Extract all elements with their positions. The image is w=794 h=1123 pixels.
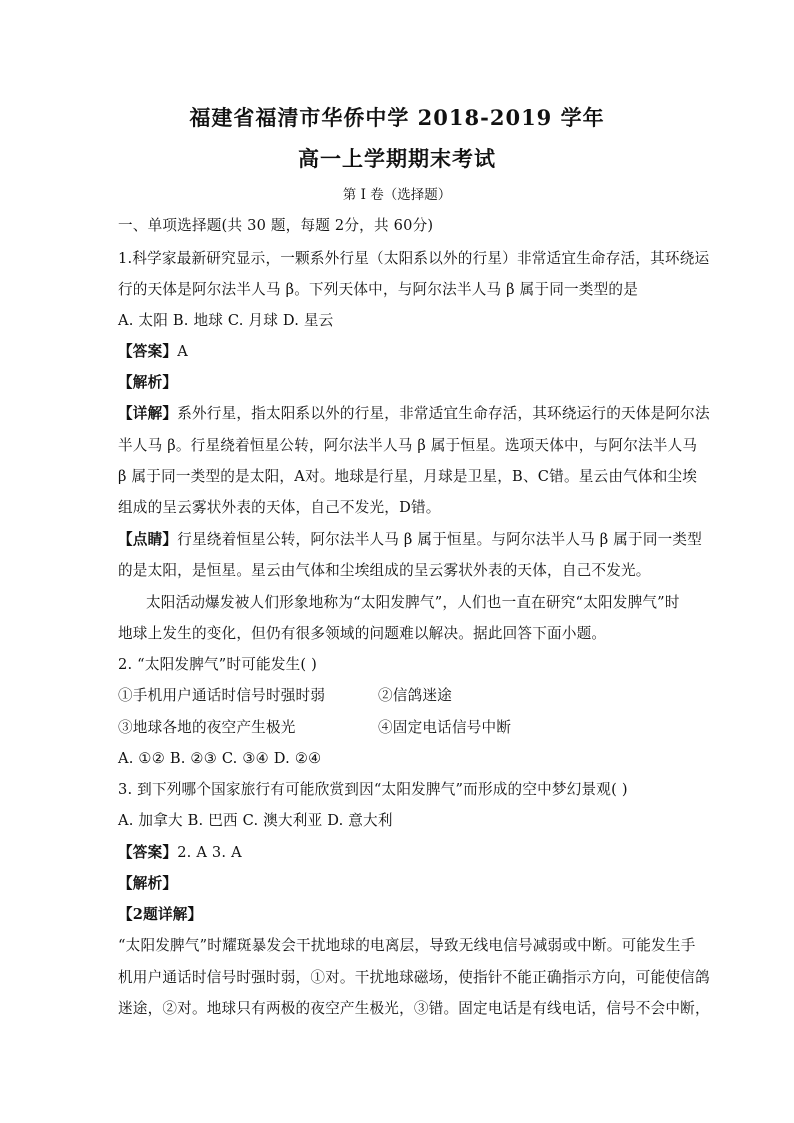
q2-item-1: ①手机用户通话时信号时强时弱 (118, 687, 326, 704)
intro-line-1: 太阳活动爆发被人们形象地称为“太阳发脾气”，人们也一直在研究“太阳发脾气”时 (146, 594, 680, 611)
page-title: 福建省福清市华侨中学 2018-2019 学年 (189, 105, 605, 130)
q2-item-2: ②信鸽迷途 (378, 687, 452, 704)
section-heading: 第 I 卷（选择题） (342, 187, 452, 203)
detail-label: 【详解】 (118, 405, 178, 422)
q2-stem: 2. “太阳发脾气”时可能发生( ) (118, 656, 318, 673)
q2-item-row-1 (118, 686, 325, 706)
q2-detail-line-1: “太阳发脾气”时耀斑暴发会干扰地球的电离层，导致无线电信号减弱或中断。可能发生手 (118, 937, 696, 954)
q1-detail-line-1 (118, 404, 710, 424)
q2-options: A. ①② B. ②③ C. ③④ D. ②④ (118, 750, 322, 767)
q23-answer (118, 843, 242, 863)
answer-value: A (177, 343, 188, 360)
q3-stem: 3. 到下列哪个国家旅行有可能欣赏到因“太阳发脾气”而形成的空中梦幻景观( ) (118, 781, 628, 798)
q1-detail-line-4: 组成的呈云雾状外表的天体，自己不发光，D错。 (118, 499, 441, 516)
detail-text: 系外行星，指太阳系以外的行星，非常适宜生命存活，其环绕运行的天体是阿尔法 (177, 405, 710, 422)
q2-detail-line-2: 机用户通话时信号时强时弱，①对。干扰地球磁场，使指针不能正确指示方向，可能使信鸽 (118, 969, 710, 986)
q1-answer (118, 342, 188, 362)
answer-label: 【答案】 (118, 343, 178, 360)
q1-options: A. 太阳 B. 地球 C. 月球 D. 星云 (118, 312, 334, 329)
point-label: 【点睛】 (118, 531, 178, 548)
part-heading: 一、单项选择题(共 30 题，每题 2分，共 60分) (118, 217, 434, 234)
q2-item-3: ③地球各地的夜空产生极光 (118, 719, 296, 736)
q1-detail-line-3: β 属于同一类型的是太阳，A对。地球是行星，月球是卫星，B、C错。星云由气体和尘埃 (118, 468, 698, 485)
q23-analysis-label: 【解析】 (118, 875, 178, 892)
q2-item-4: ④固定电话信号中断 (378, 719, 512, 736)
q3-options: A. 加拿大 B. 巴西 C. 澳大利亚 D. 意大利 (118, 812, 393, 829)
q1-point-line-1 (118, 530, 702, 550)
point-text: 行星绕着恒星公转，阿尔法半人马 β 属于恒星。与阿尔法半人马 β 属于同一类型 (177, 531, 703, 548)
q1-detail-line-2: 半人马 β。行星绕着恒星公转，阿尔法半人马 β 属于恒星。选项天体中，与阿尔法半人马 (118, 437, 698, 454)
q1-stem-line-2: 行的天体是阿尔法半人马 β。下列天体中，与阿尔法半人马 β 属于同一类型的是 (118, 281, 638, 298)
q1-point-line-2: 的是太阳，是恒星。星云由气体和尘埃组成的呈云雾状外表的天体，自己不发光。 (118, 562, 651, 579)
answer-label: 【答案】 (118, 844, 178, 861)
q1-stem-line-1: 1.科学家最新研究显示，一颗系外行星（太阳系以外的行星）非常适宜生命存活，其环绕运 (118, 250, 710, 267)
q1-analysis-label: 【解析】 (118, 374, 178, 391)
intro-line-2: 地球上发生的变化，但仍有很多领域的问题难以解决。据此回答下面小题。 (118, 625, 607, 642)
page-subtitle: 高一上学期期末考试 (298, 146, 496, 171)
q2-detail-label: 【2题详解】 (118, 906, 203, 923)
answer-value: 2. A 3. A (177, 844, 242, 861)
q2-detail-line-3: 迷途，②对。地球只有两极的夜空产生极光，③错。固定电话是有线电话，信号不会中断， (118, 1000, 710, 1017)
